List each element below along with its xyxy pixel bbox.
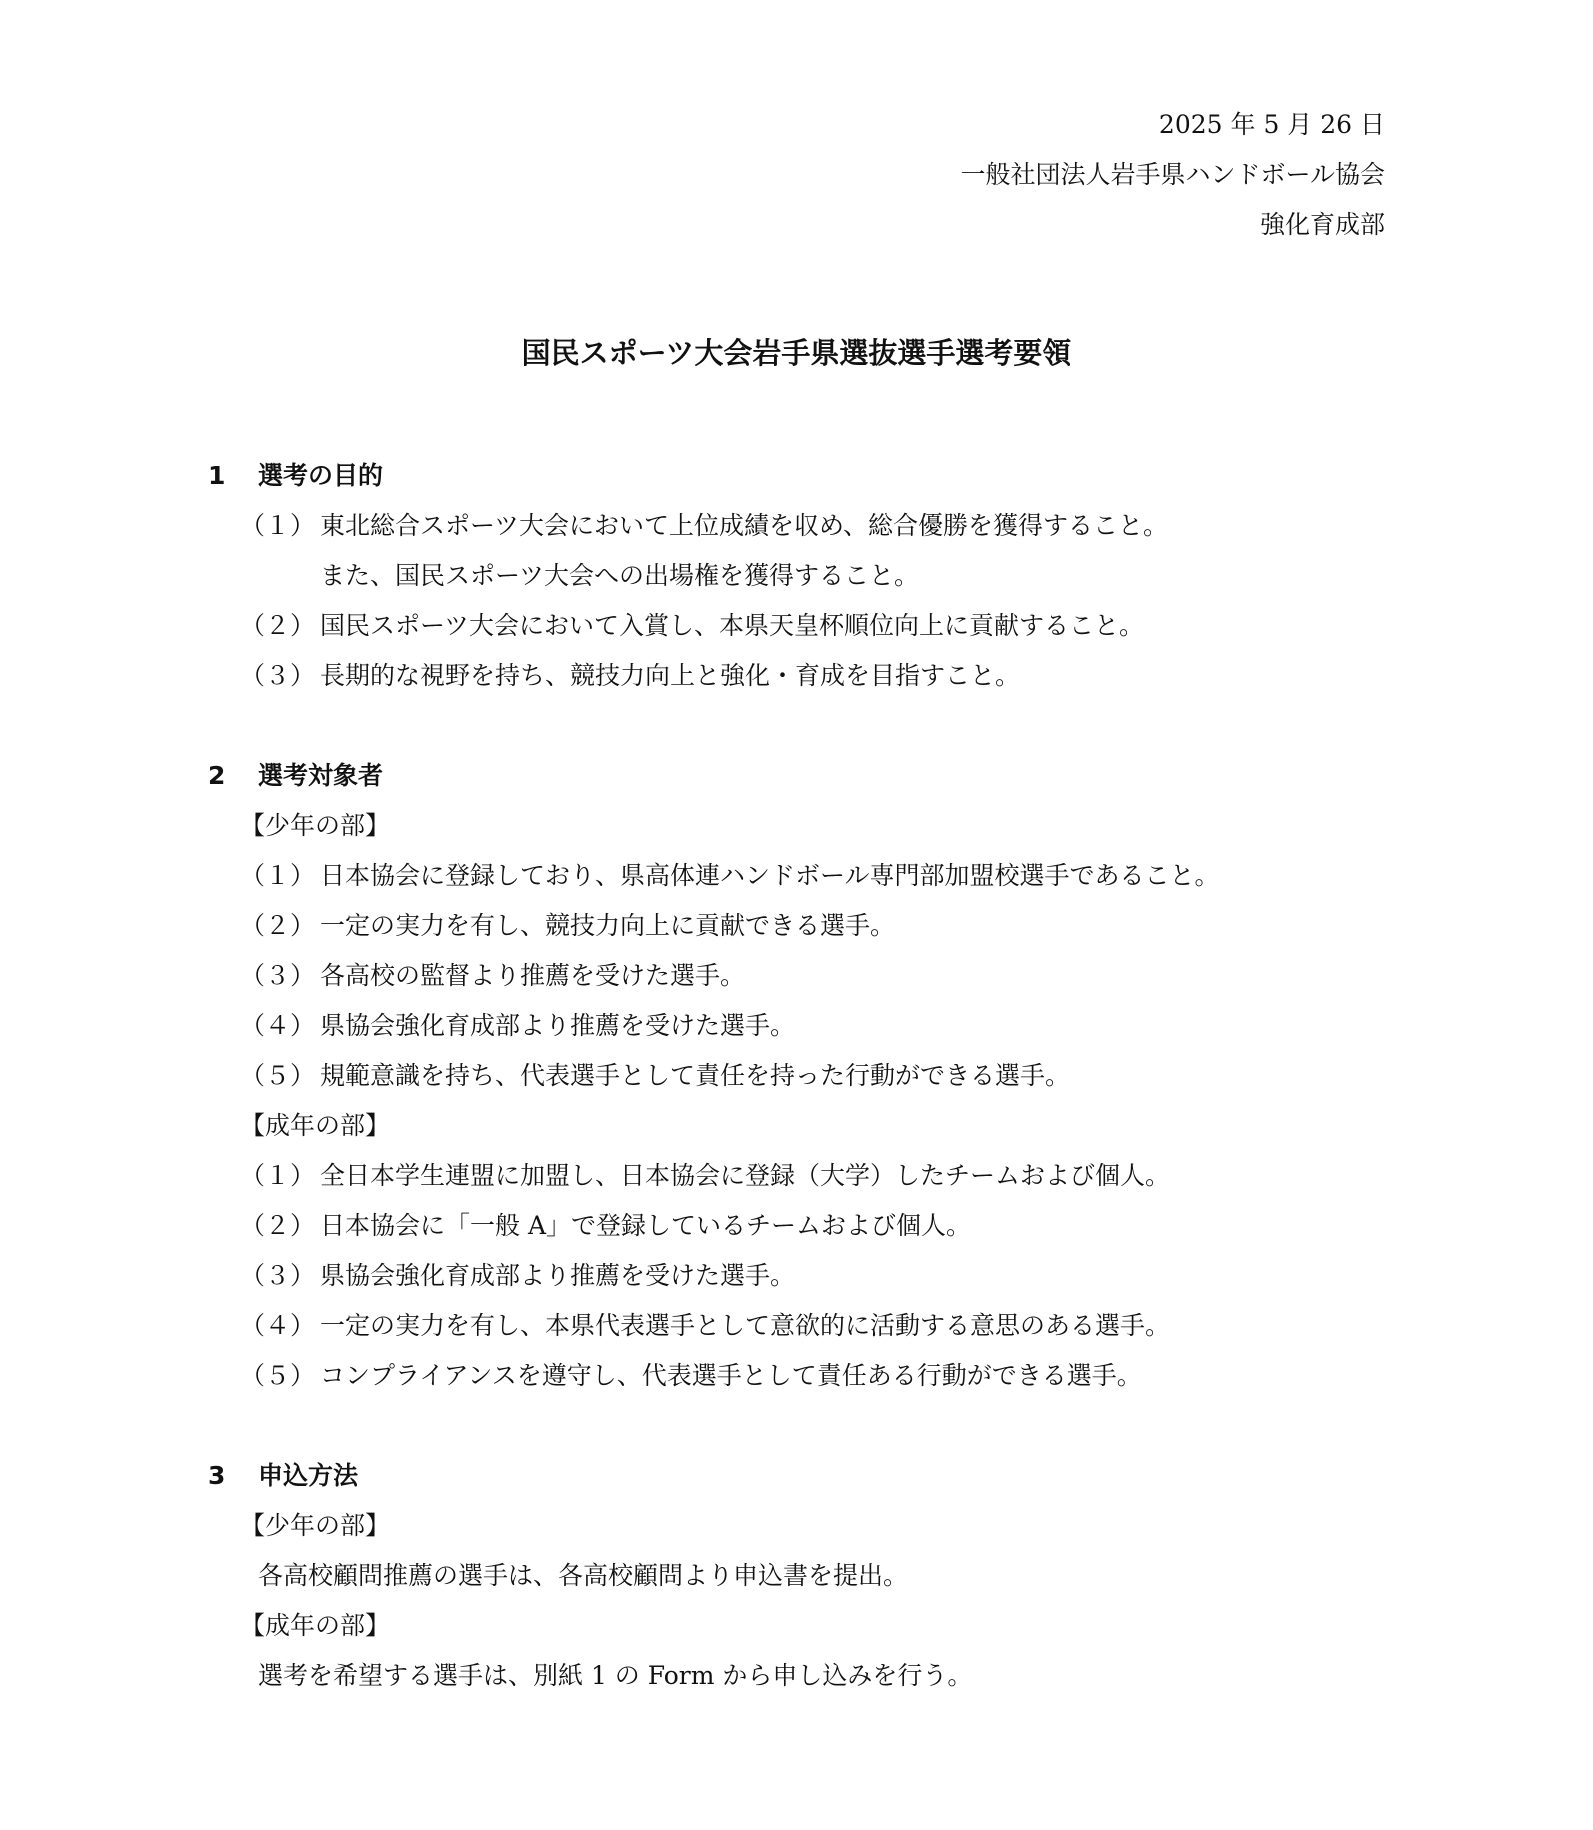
section-number: 3 <box>208 1461 226 1490</box>
item-text: 規範意識を持ち、代表選手として責任を持った行動ができる選手。 <box>320 1061 1071 1090</box>
section-2-heading <box>208 760 383 792</box>
list-item <box>240 960 745 992</box>
item-text: 国民スポーツ大会において入賞し、本県天皇杯順位向上に貢献すること。 <box>320 611 1145 640</box>
group-label-adult: 【成年の部】 <box>240 1611 391 1640</box>
list-item <box>240 1260 795 1292</box>
item-text: 一定の実力を有し、本県代表選手として意欲的に活動する意思のある選手。 <box>320 1311 1171 1340</box>
section-3-heading <box>208 1460 358 1492</box>
list-item <box>240 910 895 942</box>
group-label-adult: 【成年の部】 <box>240 1111 391 1140</box>
item-text: 県協会強化育成部より推薦を受けた選手。 <box>320 1011 796 1040</box>
list-item <box>240 1210 971 1242</box>
item-text: 県協会強化育成部より推薦を受けた選手。 <box>320 1261 796 1290</box>
list-item <box>240 1160 1170 1192</box>
list-item <box>240 510 1168 542</box>
item-marker: （３） <box>240 961 316 990</box>
list-item <box>240 1060 1070 1092</box>
application-text-youth: 各高校顧問推薦の選手は、各高校顧問より申込書を提出。 <box>258 1561 909 1590</box>
item-text: コンプライアンスを遵守し、代表選手として責任ある行動ができる選手。 <box>320 1361 1142 1390</box>
item-marker: （１） <box>240 861 316 890</box>
item-marker: （３） <box>240 661 316 690</box>
item-continuation: また、国民スポーツ大会への出場権を獲得すること。 <box>320 561 920 590</box>
item-marker: （１） <box>240 511 316 540</box>
issuing-organization: 一般社団法人岩手県ハンドボール協会 <box>960 160 1385 189</box>
item-text: 全日本学生連盟に加盟し、日本協会に登録（大学）したチームおよび個人。 <box>320 1161 1171 1190</box>
item-marker: （１） <box>240 1161 316 1190</box>
list-item <box>240 1010 795 1042</box>
list-item <box>240 860 1220 892</box>
list-item <box>240 1310 1170 1342</box>
list-item <box>240 660 1020 692</box>
item-marker: （４） <box>240 1011 316 1040</box>
group-label-youth: 【少年の部】 <box>240 811 391 840</box>
item-text: 東北総合スポーツ大会において上位成績を収め、総合優勝を獲得すること。 <box>320 511 1169 540</box>
document-title: 国民スポーツ大会岩手県選抜選手選考要領 <box>521 336 1072 370</box>
item-text: 一定の実力を有し、競技力向上に貢献できる選手。 <box>320 911 896 940</box>
section-number: 2 <box>208 761 226 790</box>
section-1-heading <box>208 460 383 492</box>
section-title: 選考対象者 <box>258 761 384 790</box>
group-label-youth: 【少年の部】 <box>240 1511 391 1540</box>
item-marker: （２） <box>240 1211 316 1240</box>
section-title: 申込方法 <box>258 1461 359 1490</box>
item-marker: （５） <box>240 1361 316 1390</box>
issuing-department: 強化育成部 <box>1259 210 1385 239</box>
item-text: 各高校の監督より推薦を受けた選手。 <box>320 961 746 990</box>
item-text: 日本協会に「一般 A」で登録しているチームおよび個人。 <box>320 1211 972 1240</box>
document-date: 2025 年 5 月 26 日 <box>1158 110 1385 139</box>
section-title: 選考の目的 <box>258 461 384 490</box>
application-text-adult: 選考を希望する選手は、別紙 1 の Form から申し込みを行う。 <box>258 1661 973 1690</box>
item-marker: （５） <box>240 1061 316 1090</box>
item-marker: （２） <box>240 911 316 940</box>
item-marker: （３） <box>240 1261 316 1290</box>
list-item <box>240 610 1144 642</box>
item-marker: （４） <box>240 1311 316 1340</box>
section-number: 1 <box>208 461 226 490</box>
list-item <box>240 1360 1142 1392</box>
item-text: 日本協会に登録しており、県高体連ハンドボール専門部加盟校選手であること。 <box>320 861 1220 890</box>
item-marker: （２） <box>240 611 316 640</box>
item-text: 長期的な視野を持ち、競技力向上と強化・育成を目指すこと。 <box>320 661 1021 690</box>
